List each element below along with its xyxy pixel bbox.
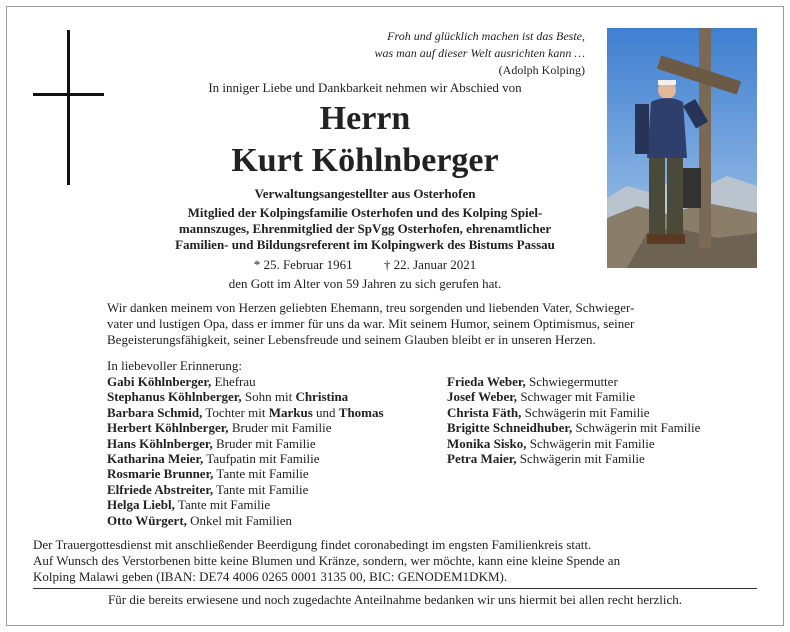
mourner-relation: Schwägerin mit Familie bbox=[526, 435, 655, 451]
mourner-entry bbox=[107, 436, 384, 451]
mourner-relation: Tante mit Familie bbox=[213, 481, 309, 497]
kolping-quote bbox=[285, 28, 585, 79]
membership-line-1: Mitglied der Kolpingsfamilie Osterhofen und des Kolping Spiel- bbox=[187, 205, 543, 220]
salutation: Herrn bbox=[319, 100, 411, 137]
mourner-relation: Tochter mit bbox=[202, 404, 269, 420]
thanks-line-1: Wir danken meinem von Herzen geliebten Ehemann, treu sorgenden und liebenden Vater, Schwieger- bbox=[107, 300, 635, 315]
mourner-entry bbox=[447, 389, 700, 404]
quote-line-2: was man auf dieser Welt ausrichten kann … bbox=[374, 46, 585, 60]
mourner-entry bbox=[107, 466, 384, 481]
mourner-relation: Tante mit Familie bbox=[174, 497, 271, 513]
mourner-name: Gabi Köhlnberger, bbox=[107, 374, 212, 389]
mourner-relation: Schwägerin mit Familie bbox=[572, 420, 701, 436]
mourner-name: Otto Würgert, bbox=[107, 512, 187, 528]
thanks-paragraph bbox=[107, 300, 757, 348]
mourner-name: Markus bbox=[268, 404, 313, 420]
summit-cross-photo bbox=[607, 28, 757, 268]
mourner-relation: Schwiegermutter bbox=[525, 374, 618, 389]
service-line-1: Der Trauergottesdienst mit anschließender Beerdigung findet coronabedingt im engsten Familienkreis statt. bbox=[33, 537, 592, 552]
mourner-name: Katharina Meier, bbox=[107, 451, 204, 467]
mourner-relation: Schwägerin mit Familie bbox=[521, 404, 650, 420]
mourner-entry bbox=[107, 374, 384, 389]
mourner-relation: Schwager mit Familie bbox=[517, 389, 636, 405]
membership-text bbox=[120, 205, 610, 253]
cross-horizontal-bar bbox=[33, 93, 104, 96]
mourner-entry bbox=[107, 389, 384, 404]
mourner-entry bbox=[107, 513, 384, 528]
occupation: Verwaltungsangestellter aus Osterhofen bbox=[254, 186, 476, 201]
mourner-name: Christa Fäth, bbox=[447, 404, 522, 420]
service-line-2: Auf Wunsch des Verstorbenen bitte keine Blumen und Kränze, sondern, wer möchte, kann eine kleine Spende an bbox=[33, 553, 621, 568]
deceased-name: Kurt Köhlnberger bbox=[231, 142, 499, 179]
mourner-entry bbox=[447, 436, 700, 451]
thanks-line-2: vater und lustigen Opa, dass er immer für uns da war. Mit seinem Humor, seinem Optimismus, seiner bbox=[107, 316, 635, 331]
mourner-entry bbox=[107, 405, 384, 420]
mourner-name: Josef Weber, bbox=[447, 389, 518, 405]
mourner-entry bbox=[107, 482, 384, 497]
memory-heading: In liebevoller Erinnerung: bbox=[107, 358, 243, 373]
mourner-entry bbox=[107, 451, 384, 466]
mourner-name: Christina bbox=[295, 389, 349, 405]
service-notice bbox=[33, 537, 757, 585]
mourner-relation: Tante mit Familie bbox=[213, 466, 309, 482]
death-date: † 22. Januar 2021 bbox=[383, 257, 477, 272]
membership-line-3: Familien- und Bildungsreferent im Kolpingwerk des Bistums Passau bbox=[175, 237, 555, 252]
mourner-relation: Bruder mit Familie bbox=[212, 435, 316, 451]
quote-author: (Adolph Kolping) bbox=[498, 63, 585, 77]
mourner-relation: Schwägerin mit Familie bbox=[516, 451, 645, 467]
mourner-entry bbox=[107, 420, 384, 435]
mourner-relation: Taufpatin mit Familie bbox=[203, 451, 320, 467]
membership-line-2: mannszuges, Ehrenmitglied der SpVgg Osterhofen, ehrenamtlicher bbox=[178, 221, 552, 236]
mourner-name: Rosmarie Brunner, bbox=[107, 466, 214, 482]
mourner-name: Petra Maier, bbox=[447, 451, 517, 467]
mourner-relation: Bruder mit Familie bbox=[228, 420, 332, 436]
mourner-entry bbox=[447, 374, 700, 389]
thanks-line-3: Begeisterungsfähigkeit, seiner Lebensfreude und seinem Glauben bleibt er in unseren Herzen. bbox=[107, 332, 596, 347]
quote-line-1: Froh und glücklich machen ist das Beste, bbox=[387, 29, 585, 43]
mourner-entry bbox=[107, 497, 384, 512]
mourners-left-column bbox=[107, 374, 384, 528]
mourners-right-column bbox=[447, 374, 700, 466]
birth-date: * 25. Februar 1961 bbox=[253, 257, 353, 272]
mourner-name: Thomas bbox=[338, 404, 384, 420]
mourner-name: Monika Sisko, bbox=[447, 435, 527, 451]
mourner-relation: Ehefrau bbox=[211, 374, 256, 389]
mourner-name: Barbara Schmid, bbox=[107, 404, 203, 420]
portrait-photo bbox=[607, 28, 757, 268]
final-thanks: Für die bereits erwiesene und noch zugedachte Anteilnahme bedanken wir uns hiermit bei allen recht herzlich. bbox=[108, 592, 682, 607]
mourner-name: Helga Liebl, bbox=[107, 497, 175, 513]
mourner-name: Hans Köhlnberger, bbox=[107, 435, 213, 451]
mourner-name: Frieda Weber, bbox=[447, 374, 526, 389]
life-dates bbox=[110, 257, 620, 273]
mourner-name: Stephanus Köhlnberger, bbox=[107, 389, 242, 405]
mourner-name: Elfriede Abstreiter, bbox=[107, 481, 214, 497]
mourner-relation: Onkel mit Familien bbox=[186, 512, 292, 528]
intro-text: In inniger Liebe und Dankbarkeit nehmen wir Abschied von bbox=[208, 80, 522, 95]
mourner-name: Herbert Köhlnberger, bbox=[107, 420, 229, 436]
mourner-relation: und bbox=[312, 404, 339, 420]
age-statement: den Gott im Alter von 59 Jahren zu sich gerufen hat. bbox=[228, 276, 502, 291]
mourner-entry bbox=[447, 405, 700, 420]
mourner-name: Brigitte Schneidhuber, bbox=[447, 420, 573, 436]
mourner-entry bbox=[447, 420, 700, 435]
mourner-relation: Sohn mit bbox=[241, 389, 296, 405]
divider bbox=[33, 588, 757, 589]
service-line-3: Kolping Malawi geben (IBAN: DE74 4006 0265 0001 3135 00, BIC: GENODEM1DKM). bbox=[33, 569, 508, 584]
cross-vertical-bar bbox=[67, 30, 70, 185]
mourner-entry bbox=[447, 451, 700, 466]
